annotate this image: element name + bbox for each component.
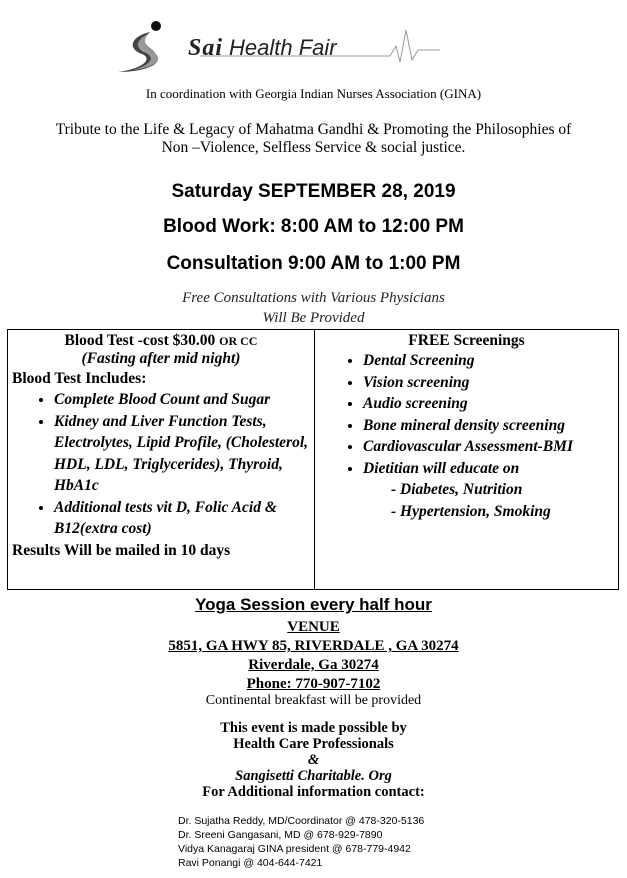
contacts-list — [178, 814, 424, 870]
sponsors-line-4: Sangisetti Charitable. Org — [235, 768, 392, 784]
list-item: • Additional tests vit D, Folic Acid & B12(extra cost) — [54, 497, 310, 540]
venue-label: VENUE — [287, 619, 340, 635]
venue-block — [0, 618, 627, 694]
list-item: • Complete Blood Count and Sugar — [54, 389, 310, 411]
venue-phone: Phone: 770-907-7102 — [246, 676, 381, 692]
consultation-time: Consultation 9:00 AM to 1:00 PM — [166, 253, 461, 274]
sub-item: - Hypertension, Smoking — [391, 502, 551, 520]
blood-work-time: Blood Work: 8:00 AM to 12:00 PM — [163, 216, 464, 237]
contact-heading: For Additional information contact: — [202, 784, 425, 800]
results-note: Results Will be mailed in 10 days — [12, 541, 231, 559]
contact-item: Vidya Kanagaraj GINA president @ 678-779-4942 — [178, 843, 411, 855]
tribute-line-2: Non –Violence, Selfless Service & social justice. — [161, 139, 466, 156]
logo — [0, 10, 627, 70]
venue-city: Riverdale, Ga 30274 — [248, 657, 379, 673]
blood-test-column — [8, 330, 315, 589]
event-date: Saturday SEPTEMBER 28, 2019 — [171, 181, 456, 202]
coordination-text: In coordination with Georgia Indian Nurses Association (GINA) — [145, 86, 482, 101]
list-item: • Audio screening — [363, 393, 614, 415]
sponsors-block — [0, 720, 627, 800]
blood-test-list — [12, 389, 310, 540]
logo-brand: Sai — [188, 35, 224, 61]
logo-text — [188, 35, 337, 62]
free-consult-line-1: Free Consultations with Various Physicians — [182, 290, 445, 306]
tribute-text — [0, 121, 627, 157]
includes-label: Blood Test Includes: — [12, 370, 147, 387]
venue-address: 5851, GA HWY 85, RIVERDALE , GA 30274 — [168, 638, 459, 654]
free-consultations-note — [0, 288, 627, 328]
sponsors-line-3: & — [307, 752, 320, 768]
blood-test-cost: Blood Test -cost $30.00 — [64, 332, 216, 349]
list-item: • Vision screening — [363, 372, 614, 394]
swoosh-logo-icon — [112, 18, 182, 76]
sub-item: - Diabetes, Nutrition — [391, 481, 523, 498]
list-item: • Dietitian will educate on — [363, 458, 614, 480]
contact-item: Dr. Sujatha Reddy, MD/Coordinator @ 478-320-5136 — [178, 815, 425, 827]
contact-item: Dr. Sreeni Gangasani, MD @ 678-929-7890 — [178, 829, 383, 841]
logo-name: Health Fair — [229, 35, 337, 60]
fasting-note: (Fasting after mid night) — [81, 350, 241, 367]
details-table — [7, 329, 619, 590]
screenings-column — [315, 330, 618, 589]
blood-test-cc: OR CC — [219, 334, 258, 348]
sponsors-line-2: Health Care Professionals — [233, 736, 394, 752]
list-item: • Cardiovascular Assessment-BMI — [363, 436, 614, 458]
breakfast-note: Continental breakfast will be provided — [205, 693, 422, 708]
screenings-header: FREE Screenings — [408, 332, 525, 349]
contact-item: Ravi Ponangi @ 404-644-7421 — [178, 857, 323, 869]
list-item: • Kidney and Liver Function Tests, Electrolytes, Lipid Profile, (Cholesterol, HDL, LDL, Triglycerides), Thyroid, HbA1c — [54, 411, 310, 497]
list-item: • Bone mineral density screening — [363, 415, 614, 437]
sponsors-line-1: This event is made possible by — [220, 720, 407, 736]
yoga-session: Yoga Session every half hour — [195, 595, 432, 614]
blood-test-header — [12, 332, 310, 350]
free-consult-line-2: Will Be Provided — [262, 310, 365, 326]
tribute-line-1: Tribute to the Life & Legacy of Mahatma Gandhi & Promoting the Philosophies of — [55, 121, 572, 138]
list-item: • Dental Screening — [363, 350, 614, 372]
screenings-list — [319, 350, 614, 479]
